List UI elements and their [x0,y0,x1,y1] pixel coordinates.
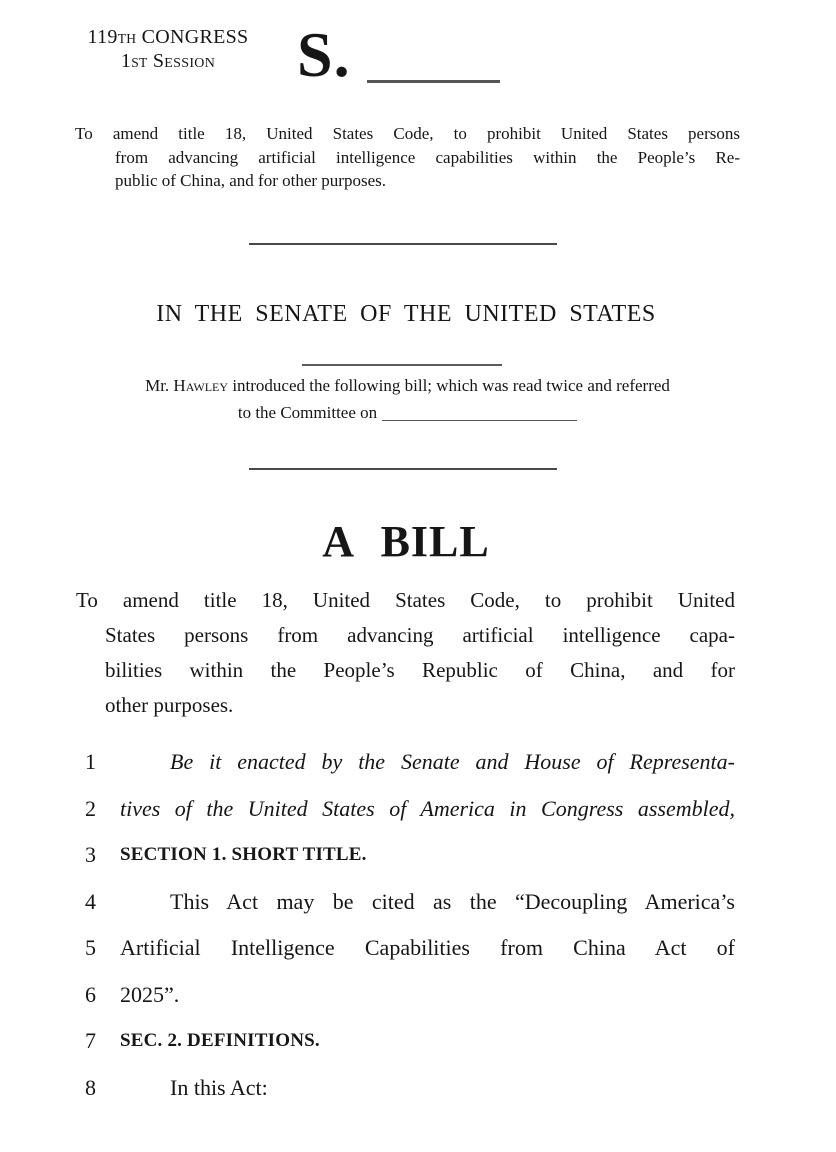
line-text: tives of the United States of America in Congress assembled, [120,795,735,821]
bill-line [85,1018,735,1065]
line-text: SEC. 2. DEFINITIONS. [120,1030,320,1051]
sponsor-divider-rule [302,364,502,366]
divider-rule-bottom [249,468,557,470]
committee-text: to the Committee on [237,402,378,422]
sponsor-prefix: Mr. [145,376,170,395]
bill-line [85,925,735,972]
committee-blank [382,408,577,421]
line-number: 1 [85,749,96,774]
introduction-text: introduced the following bill; which was read twice and referred [232,376,670,395]
bill-title-line: other purposes. [105,693,234,717]
bill-heading: A BILL [322,517,490,566]
line-number: 4 [85,888,96,914]
line-text: This Act may be cited as the “Decoupling America’s [170,888,735,914]
session-label: Session [152,50,216,72]
bill-line [85,832,735,879]
congress-number: 119 [87,26,118,48]
senate-heading: IN THE SENATE OF THE UNITED STATES [156,301,656,327]
introduction-statement [75,373,740,426]
official-title-line: from advancing artificial intelligence capabilities within the People’s Re- [115,147,740,167]
congress-line [70,26,266,50]
official-title [75,122,740,193]
bill-line [85,786,735,833]
official-title-line: public of China, and for other purposes. [115,171,386,190]
bill-designation [297,20,500,90]
line-text: In this Act: [170,1074,268,1100]
line-number: 7 [85,1028,96,1053]
line-text: SECTION 1. SHORT TITLE. [120,844,367,865]
bill-line [85,739,735,786]
bill-title [76,583,735,723]
bill-line [85,972,735,1019]
bill-title-line: bilities within the People’s Republic of China, and for [105,658,735,682]
introduction-line-1 [75,373,740,400]
bill-number-blank [367,65,500,83]
session-line [70,50,266,74]
bill-line [85,879,735,926]
legislative-text [85,739,735,1111]
bill-title-line: States persons from advancing artificial intelligence capa- [105,623,735,647]
bill-title-line: To amend title 18, United States Code, to prohibit United [76,588,735,612]
session-ordinal: ST [131,55,148,70]
bill-line [85,1065,735,1112]
line-number: 3 [85,842,96,867]
sponsor-name: Hawley [173,376,229,395]
session-number: 1 [120,50,132,72]
official-title-line: To amend title 18, United States Code, to prohibit United States persons [75,124,740,143]
line-number: 8 [85,1074,96,1100]
line-text: Be it enacted by the Senate and House of Representa- [170,749,735,774]
introduction-line-2 [75,400,740,427]
congress-session-caption [70,26,266,74]
line-number: 6 [85,981,96,1007]
bill-designation-letter: S. [297,19,351,90]
congress-ordinal: TH [117,31,137,46]
line-number: 2 [85,795,96,821]
divider-rule-top [249,243,557,245]
line-number: 5 [85,935,96,960]
line-text: 2025”. [120,981,180,1007]
line-text: Artificial Intelligence Capabilities from China Act of [120,935,735,960]
congress-label: CONGRESS [141,26,249,48]
